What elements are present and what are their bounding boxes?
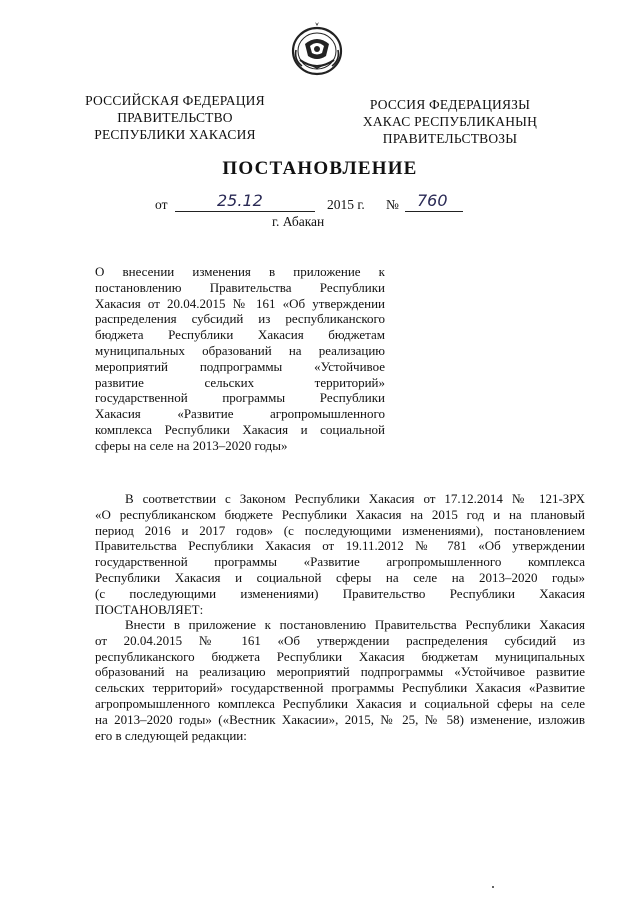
subject-line: Хакасия от 20.04.2015 № 161 «Об утверждении xyxy=(95,295,385,311)
subject-block xyxy=(95,264,385,454)
subject-line: муниципальных образований на реализацию xyxy=(95,342,385,358)
document-title: ПОСТАНОВЛЕНИЕ xyxy=(222,158,418,179)
paragraph-line: Правительства Республики Хакасия от 19.11.2012 № 781 «Об утверждении xyxy=(95,538,585,554)
dateline xyxy=(155,193,495,215)
header-left-line-1: РОССИЙСКАЯ ФЕДЕРАЦИЯ xyxy=(85,93,265,108)
paragraph-line: «О республиканском бюджете Республики Хакасия на 2015 год и на плановый xyxy=(95,506,585,522)
subject-line: мероприятий подпрограммы «Устойчивое xyxy=(95,358,385,374)
paragraph-line: ПОСТАНОВЛЯЕТ: xyxy=(95,601,204,617)
paragraph-resolution xyxy=(95,617,585,743)
paragraph-line: Внести в приложение к постановлению Правительства Республики Хакасия xyxy=(125,617,585,632)
paragraph-line: (с последующими изменениями) Правительство Республики Хакасия xyxy=(95,585,585,601)
paragraph-line: образований на реализацию мероприятий подпрограммы «Устойчивое развитие xyxy=(95,664,585,680)
subject-line: государственной программы Республики xyxy=(95,390,385,406)
header-right-line-1: РОССИЯ ФЕДЕРАЦИЯЗЫ xyxy=(369,97,531,112)
header-right-block xyxy=(345,96,555,147)
paragraph-line: Республики Хакасия и социальной сферы на селе на 2013–2020 годы» xyxy=(95,569,585,585)
subject-line: сферы на селе на 2013–2020 годы» xyxy=(95,437,288,453)
date-underline xyxy=(175,211,315,212)
header-left-line-2: ПРАВИТЕЛЬСТВО xyxy=(117,110,233,125)
subject-line: комплекса Республики Хакасия и социальной xyxy=(95,421,385,437)
number-label: № xyxy=(386,197,399,212)
paragraph-line: республиканского бюджета Республики Хакасия бюджетам муниципальных xyxy=(95,648,585,664)
paragraph-line: государственной программы «Развитие агропромышленного комплекса xyxy=(95,554,585,570)
paragraph-preamble xyxy=(95,491,585,617)
subject-line: развитие сельских территорий» xyxy=(95,374,385,390)
date-from-label: от xyxy=(155,197,168,212)
paragraph-line: его в следующей редакции: xyxy=(95,727,247,743)
handwritten-number: 760 xyxy=(417,191,448,210)
subject-line: бюджета Республики Хакасия бюджетам xyxy=(95,327,385,343)
scan-speck xyxy=(492,886,494,888)
header-right-line-3: ПРАВИТЕЛЬСТВОЗЫ xyxy=(382,131,518,146)
header-left-line-3: РЕСПУБЛИКИ ХАКАСИЯ xyxy=(94,127,256,142)
handwritten-date: 25.12 xyxy=(217,191,263,210)
date-year: 2015 г. xyxy=(327,197,365,212)
subject-line: распределения субсидий из республиканского xyxy=(95,311,385,327)
header-left-block xyxy=(70,92,280,143)
city-name: г. Абакан xyxy=(272,214,325,229)
header-right-line-2: ХАКАС РЕСПУБЛИКАНЫҢ xyxy=(362,114,538,129)
paragraph-line: период 2016 и 2017 годов» (с последующими изменениями), постановлением xyxy=(95,522,585,538)
paragraph-line: агропромышленного комплекса Республики Хакасия и социальной сферы на селе xyxy=(95,695,585,711)
number-underline xyxy=(405,211,463,212)
coat-of-arms-emblem xyxy=(286,20,348,78)
subject-line: постановлению Правительства Республики xyxy=(95,279,385,295)
paragraph-line: В соответствии с Законом Республики Хакасия от 17.12.2014 № 121-ЗРХ xyxy=(125,491,585,506)
paragraph-line: сельских территорий» государственной программы Республики Хакасия «Развитие xyxy=(95,680,585,696)
subject-line: О внесении изменения в приложение к xyxy=(95,264,385,279)
paragraph-line: на 2013–2020 годы» («Вестник Хакасии», 2015, № 25, № 58) изменение, изложив xyxy=(95,711,585,727)
subject-line: Хакасия «Развитие агропромышленного xyxy=(95,406,385,422)
paragraph-line: от 20.04.2015 № 161 «Об утверждении распределения субсидий из xyxy=(95,632,585,648)
